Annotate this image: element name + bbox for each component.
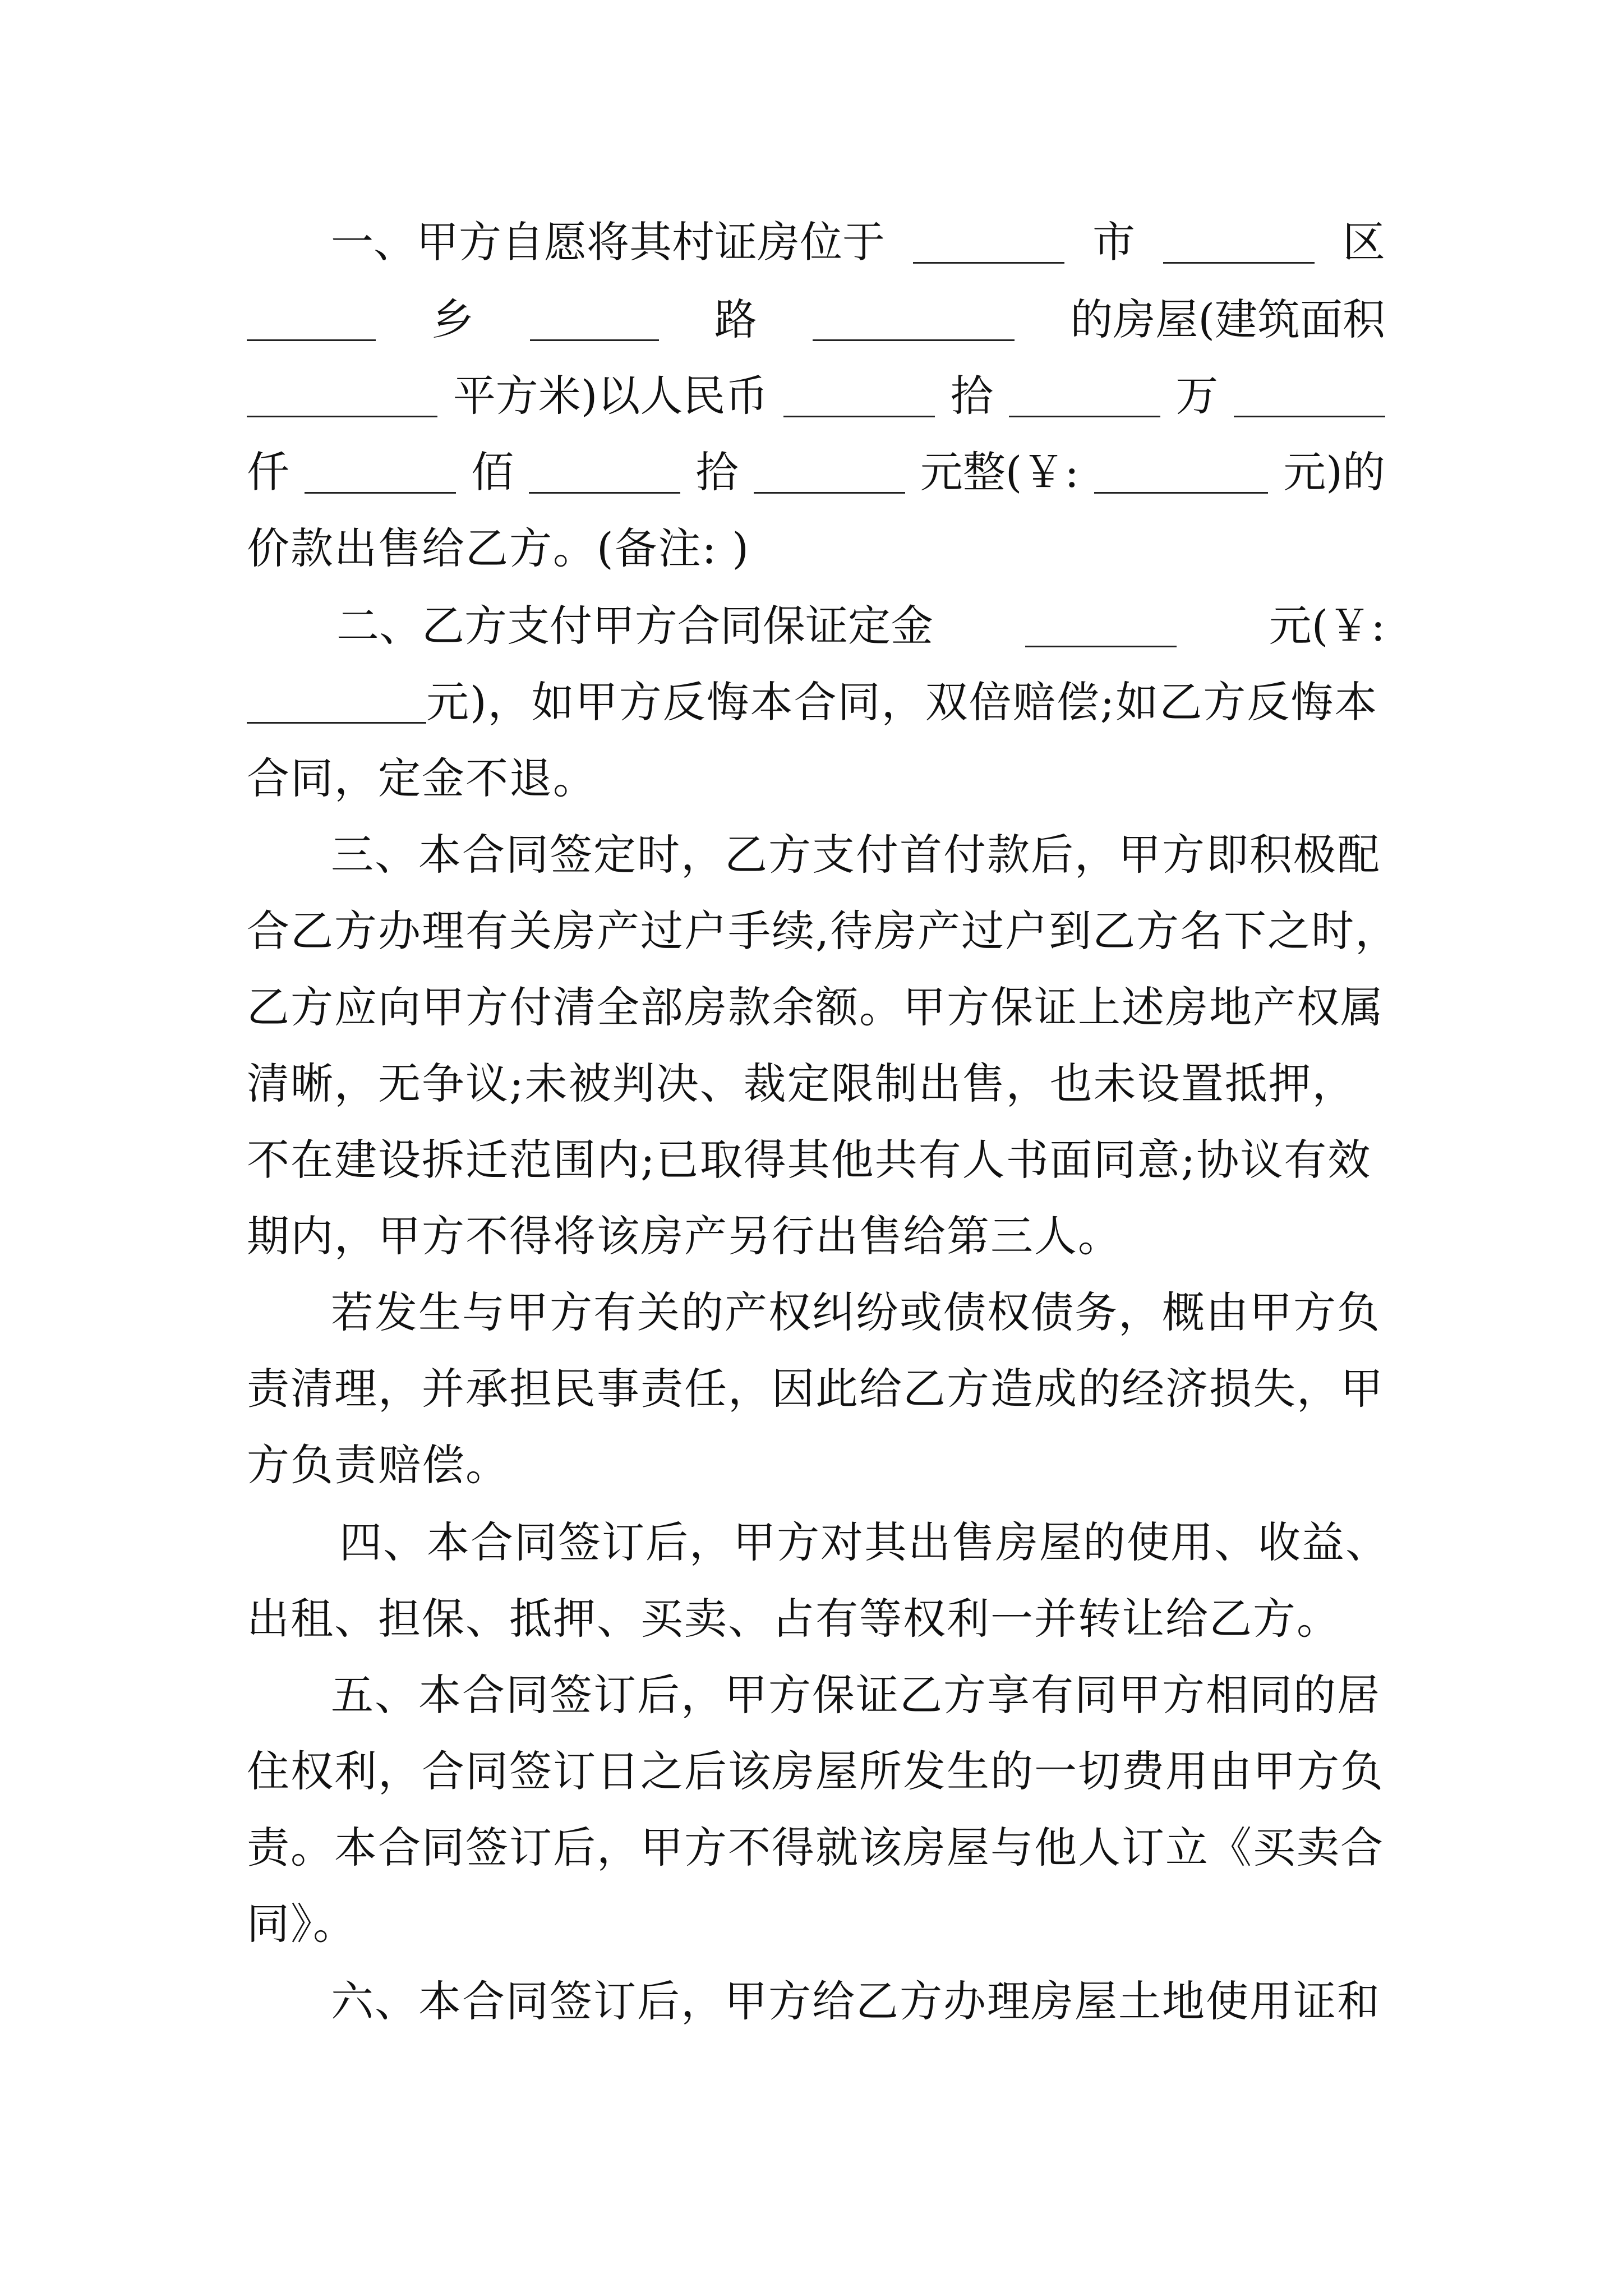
liability-line-2 [247,1355,1385,1423]
liability-text-2: 责清理，并承担民事责任，因此给乙方造成的经济损失，甲 [247,1364,1384,1414]
liability-text-3: 方负责赔偿。 [247,1440,509,1490]
deposit-blank[interactable] [1025,605,1177,647]
qian-label: 仟 [247,447,289,497]
price-wan-blank[interactable] [1009,375,1160,417]
wan-label: 万 [1175,371,1219,421]
clause-2-line-1 [336,592,1385,660]
clause-1-line-3 [247,362,1385,430]
clause-3-text-1: 三、本合同签定时，乙方支付首付款后，甲方即积极配 [331,830,1381,880]
township-blank[interactable] [247,299,376,341]
bai-label: 佰 [471,447,514,497]
clause-2-text-b: 元)，如甲方反悔本合同，双倍赔偿;如乙方反悔本 [426,677,1378,727]
price-shi-blank[interactable] [529,452,680,494]
price-shiwan-blank[interactable] [783,375,935,417]
clause-2-line-3 [247,745,1385,812]
clause-1-line-1 [331,209,1385,276]
clause-6-line-1 [331,1968,1385,2035]
clause-5-line-3 [247,1814,1385,1881]
clause-5-text-3: 责。本合同签订后，甲方不得就该房屋与他人订立《买卖合 [247,1823,1384,1872]
clause-4-text-2: 出租、担保、抵押、买卖、占有等权利一并转让给乙方。 [247,1594,1340,1644]
price-yuan-blank[interactable] [754,452,905,494]
road-number-blank[interactable] [813,299,1015,341]
district-label: 区 [1343,217,1385,267]
clause-3-line-1 [331,821,1385,889]
price-intro-text: 平方米)以人民币 [453,371,768,421]
house-area-text: 的房屋(建筑面积 [1070,295,1385,344]
township-label: 乡 [431,295,474,344]
price-qian-blank[interactable] [1234,375,1385,417]
clause-3-text-3: 乙方应向甲方付清全部房款余额。甲方保证上述房地产权属 [247,982,1384,1032]
city-label: 市 [1092,217,1135,267]
clause-1-line-2 [247,286,1385,353]
liability-line-3 [247,1432,1385,1499]
clause-3-line-2 [247,898,1399,965]
clause-1-line-4 [247,439,1385,506]
clause-3-line-3 [247,974,1385,1041]
clause-5-line-4 [247,1890,1385,1958]
road-name-blank[interactable] [530,299,659,341]
clause-3-line-5 [247,1126,1385,1194]
area-blank[interactable] [247,375,437,417]
clause-3-text-5: 不在建设拆迁范围内;已取得其他共有人书面同意;协议有效 [247,1135,1372,1185]
road-label: 路 [714,295,757,344]
clause-1-closing-text: 价款出售给乙方。(备注: ) [247,523,750,573]
clause-5-text-1: 五、本合同签订后，甲方保证乙方享有同甲方相同的居 [331,1670,1381,1720]
clause-1-line-5 [247,515,1385,582]
clause-3-text-4: 清晰，无争议;未被判决、裁定限制出售，也未设置抵押， [247,1059,1356,1108]
price-bai-blank[interactable] [305,452,456,494]
clause-3-text-6: 期内，甲方不得将该房产另行出售给第三人。 [247,1211,1122,1261]
clause-5-line-1 [331,1662,1385,1729]
clause-6-text-1: 六、本合同签订后，甲方给乙方办理房屋土地使用证和 [331,1976,1381,2026]
clause-4-line-2 [247,1585,1385,1653]
deposit-numeric-blank[interactable] [247,682,426,724]
clause-1-text-a: 一、甲方自愿将其村证房位于 [331,217,885,267]
price-numeric-blank[interactable] [1094,452,1268,494]
clause-5-line-2 [247,1738,1385,1805]
clause-2-line-2 [247,669,1385,736]
shi-label: 拾 [950,371,993,421]
yuan-zheng-label: 元整(￥: [920,447,1080,497]
clause-4-line-1 [339,1509,1405,1576]
city-blank[interactable] [913,222,1064,264]
district-blank[interactable] [1163,222,1315,264]
yuan-de-label: 元)的 [1283,447,1385,497]
clause-3-text-2: 合乙方办理有关房产过户手续,待房产过户到乙方名下之时， [247,906,1399,956]
clause-4-text-1: 四、本合同签订后，甲方对其出售房屋的使用、收益、 [339,1517,1389,1567]
liability-text-1: 若发生与甲方有关的产权纠纷或债权债务，概由甲方负 [331,1287,1381,1337]
clause-2-text-a: 二、乙方支付甲方合同保证定金 [336,601,933,651]
clause-3-line-4 [247,1050,1385,1117]
liability-line-1 [331,1279,1385,1346]
clause-3-line-6 [247,1203,1385,1270]
clause-5-text-4: 同》。 [247,1899,357,1949]
deposit-yuan-label: 元(￥: [1269,601,1385,651]
shi-unit-label: 拾 [695,447,739,497]
clause-5-text-2: 住权利，合同签订日之后该房屋所发生的一切费用由甲方负 [247,1746,1384,1796]
clause-2-closing-text: 合同，定金不退。 [247,753,597,803]
